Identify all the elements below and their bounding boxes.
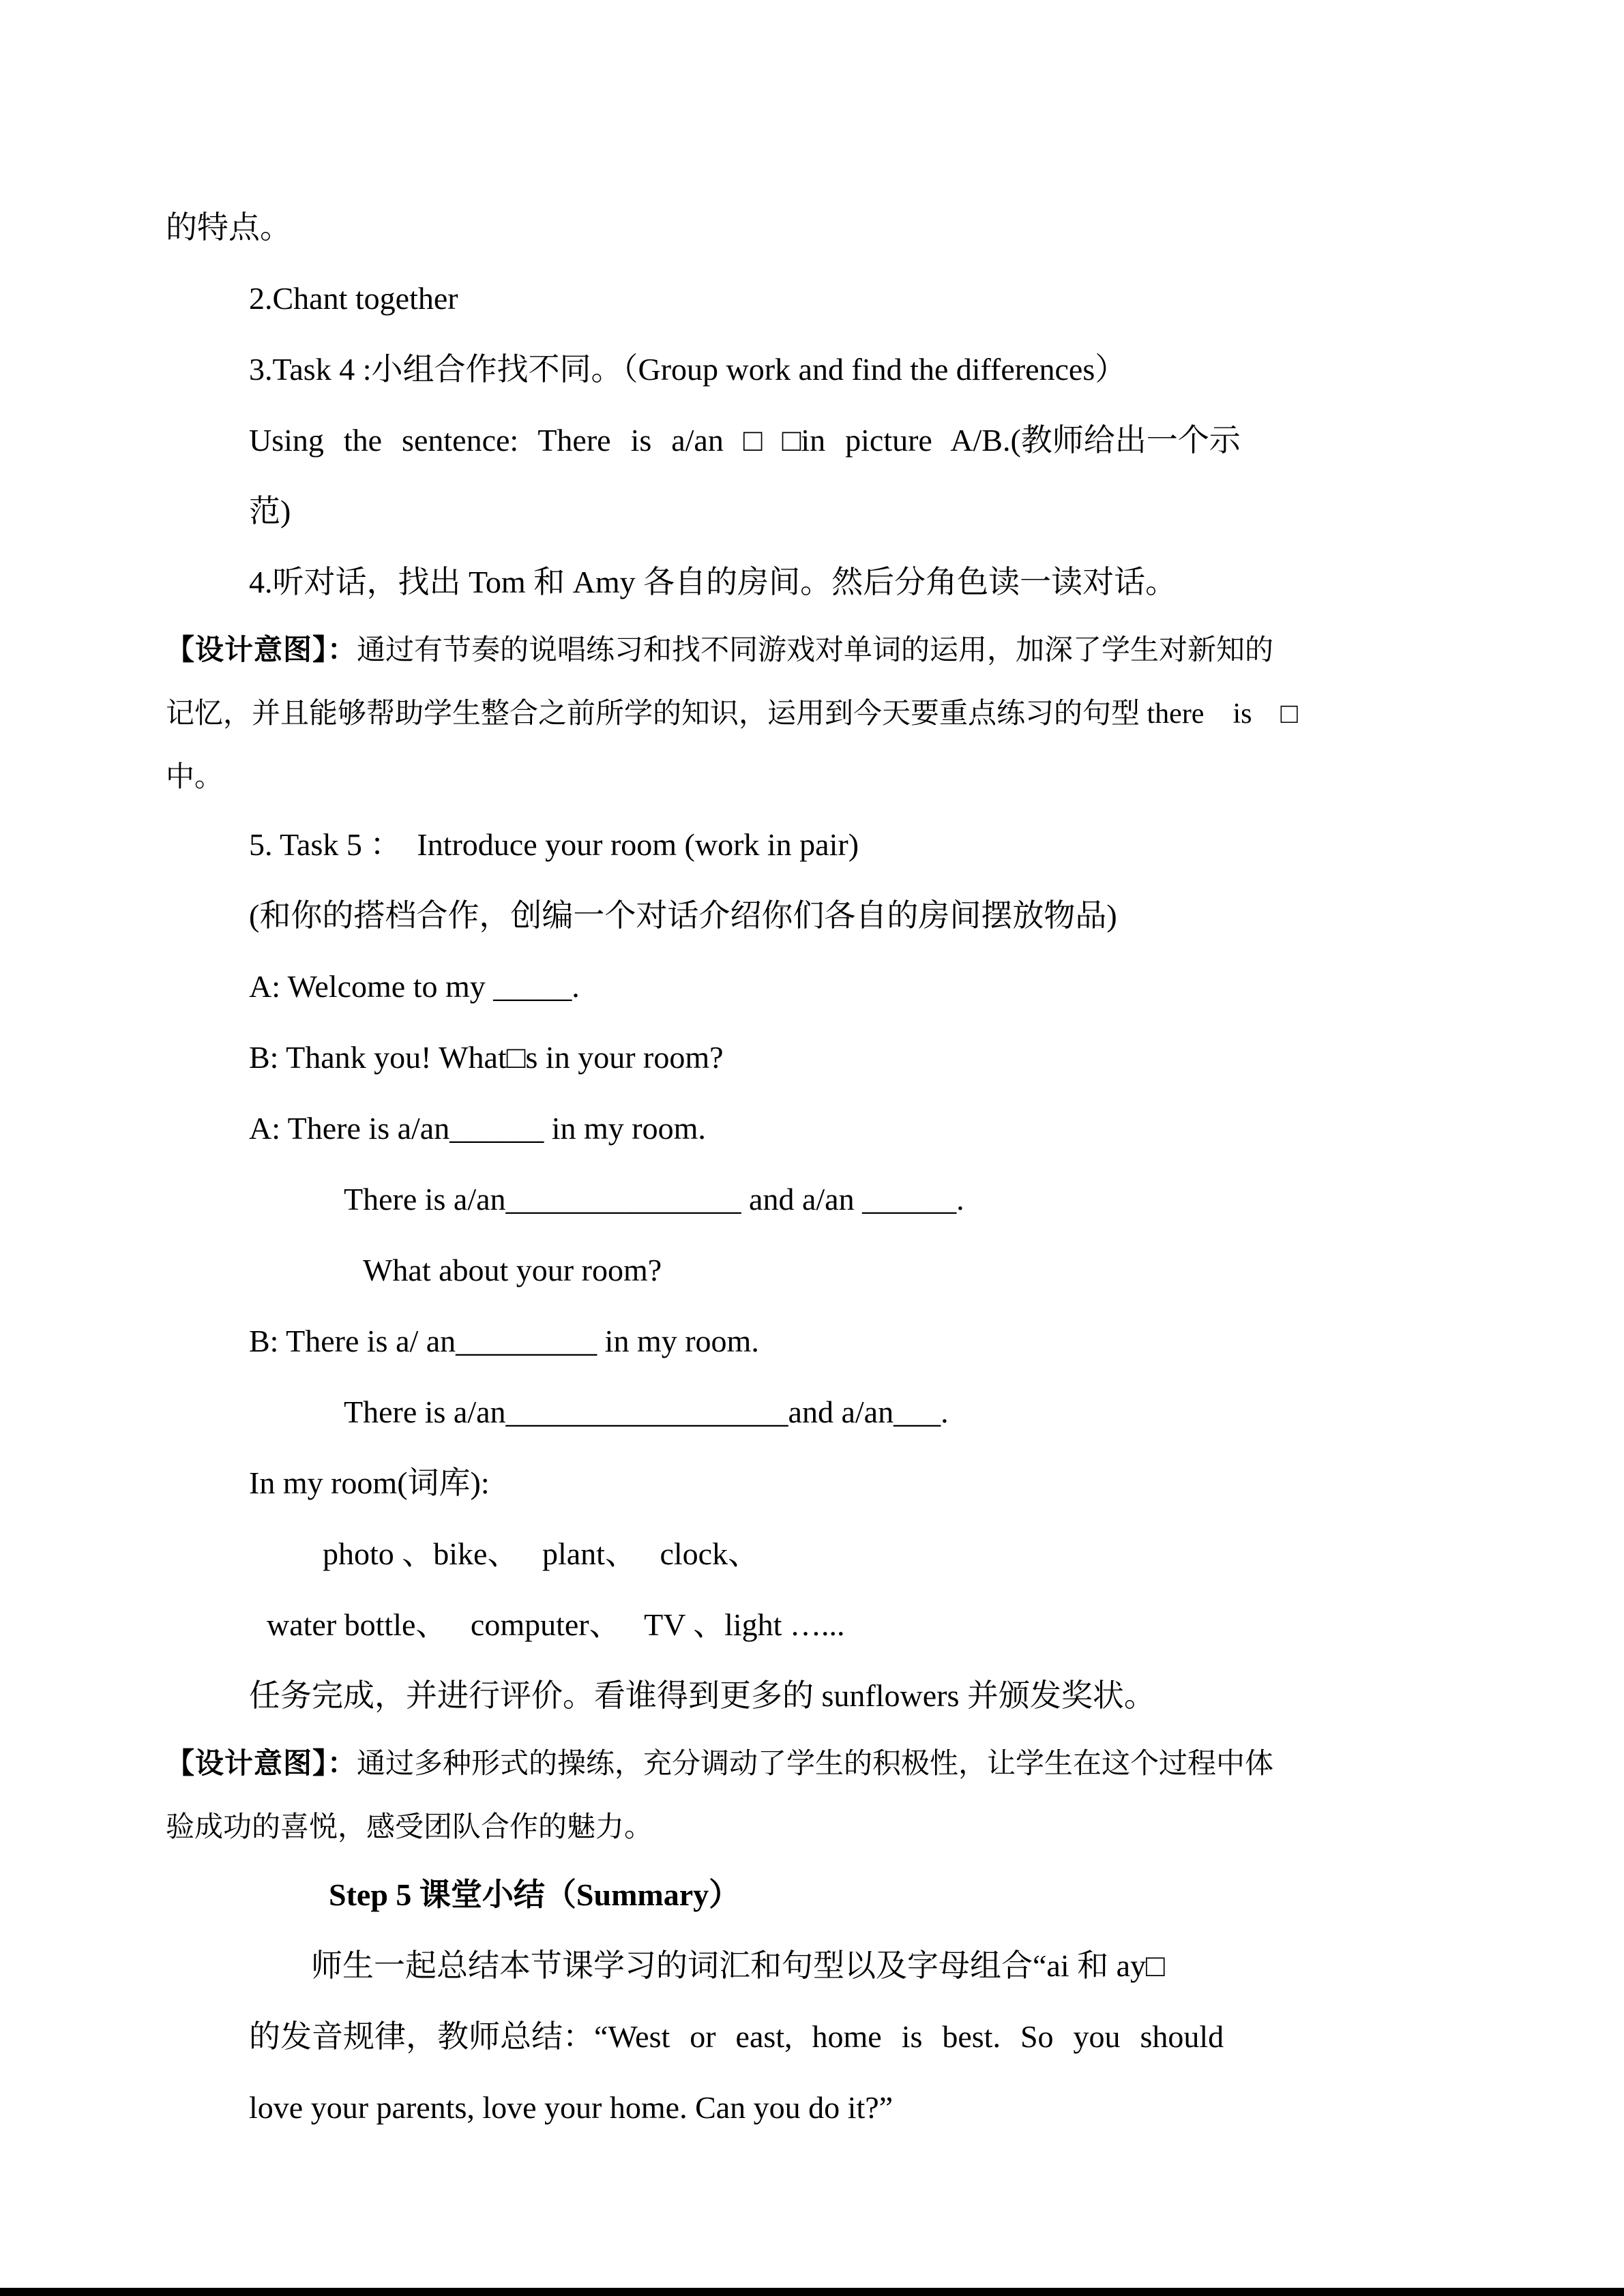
text-line: 中。 [166, 762, 224, 793]
text-line: 4.听对话，找出 Tom 和 Amy 各自的房间。然后分角色读一读对话。 [249, 565, 1177, 599]
text-line: (和你的搭档合作，创编一个对话介绍你们各自的房间摆放物品) [249, 898, 1117, 933]
text-line: 记忆，并且能够帮助学生整合之前所学的知识，运用到今天要重点练习的句型 there is □ [166, 698, 1298, 730]
design-intent-line [166, 618, 1468, 683]
design-intent-text: 通过多种形式的操练，充分调动了学生的积极性，让学生在这个过程中体 [357, 1748, 1274, 1780]
text-line: photo 、bike、 plant、 clock、 [323, 1536, 760, 1571]
text-line: 范) [249, 494, 291, 528]
design-intent-label: 【设计意图】： [166, 633, 357, 666]
text-line: water bottle、 computer、 TV 、light …... [267, 1607, 845, 1642]
text-line: B: Thank you! What□s in your room? [249, 1040, 724, 1075]
design-intent-line [166, 1731, 1468, 1796]
text-line: A: There is a/an______ in my room. [249, 1111, 706, 1146]
text-line: 5. Task 5 ： Introduce your room (work in pair) [249, 827, 859, 862]
text-line: Step 5 课堂小结（Summary） [329, 1877, 741, 1912]
text-line: Using the sentence: There is a/an □ □in picture A/B.(教师给出一个示 [249, 423, 1241, 458]
text-line: What about your room? [363, 1253, 662, 1287]
text-line: 任务完成，并进行评价。看谁得到更多的 sunflowers 并颁发奖状。 [249, 1678, 1155, 1713]
text-line: B: There is a/ an_________ in my room. [249, 1324, 759, 1358]
text-line: 3.Task 4 :小组合作找不同。（Group work and find the differences） [249, 352, 1127, 387]
text-line: There is a/an_______________ and a/an ______. [344, 1182, 964, 1217]
design-intent-text: 通过有节奏的说唱练习和找不同游戏对单词的运用，加深了学生对新知的 [357, 635, 1274, 666]
text-line: 的发音规律，教师总结：“West or east, home is best. So you should [249, 2019, 1224, 2054]
page-bottom-edge [0, 2288, 1624, 2296]
text-line: 2.Chant together [249, 281, 458, 316]
text-line: 验成功的喜悦，感受团队合作的魅力。 [166, 1812, 653, 1843]
text-line: 的特点。 [166, 210, 291, 245]
document-content [166, 192, 1468, 2143]
text-line: love your parents, love your home. Can you do it?” [249, 2090, 894, 2125]
text-line: In my room(词库): [249, 1465, 490, 1500]
text-line: A: Welcome to my _____. [249, 969, 580, 1004]
text-line: 师生一起总结本节课学习的词汇和句型以及字母组合“ai 和 ay□ [311, 1948, 1165, 1983]
text-line: There is a/an__________________and a/an___. [344, 1395, 949, 1429]
design-intent-label: 【设计意图】： [166, 1746, 357, 1780]
